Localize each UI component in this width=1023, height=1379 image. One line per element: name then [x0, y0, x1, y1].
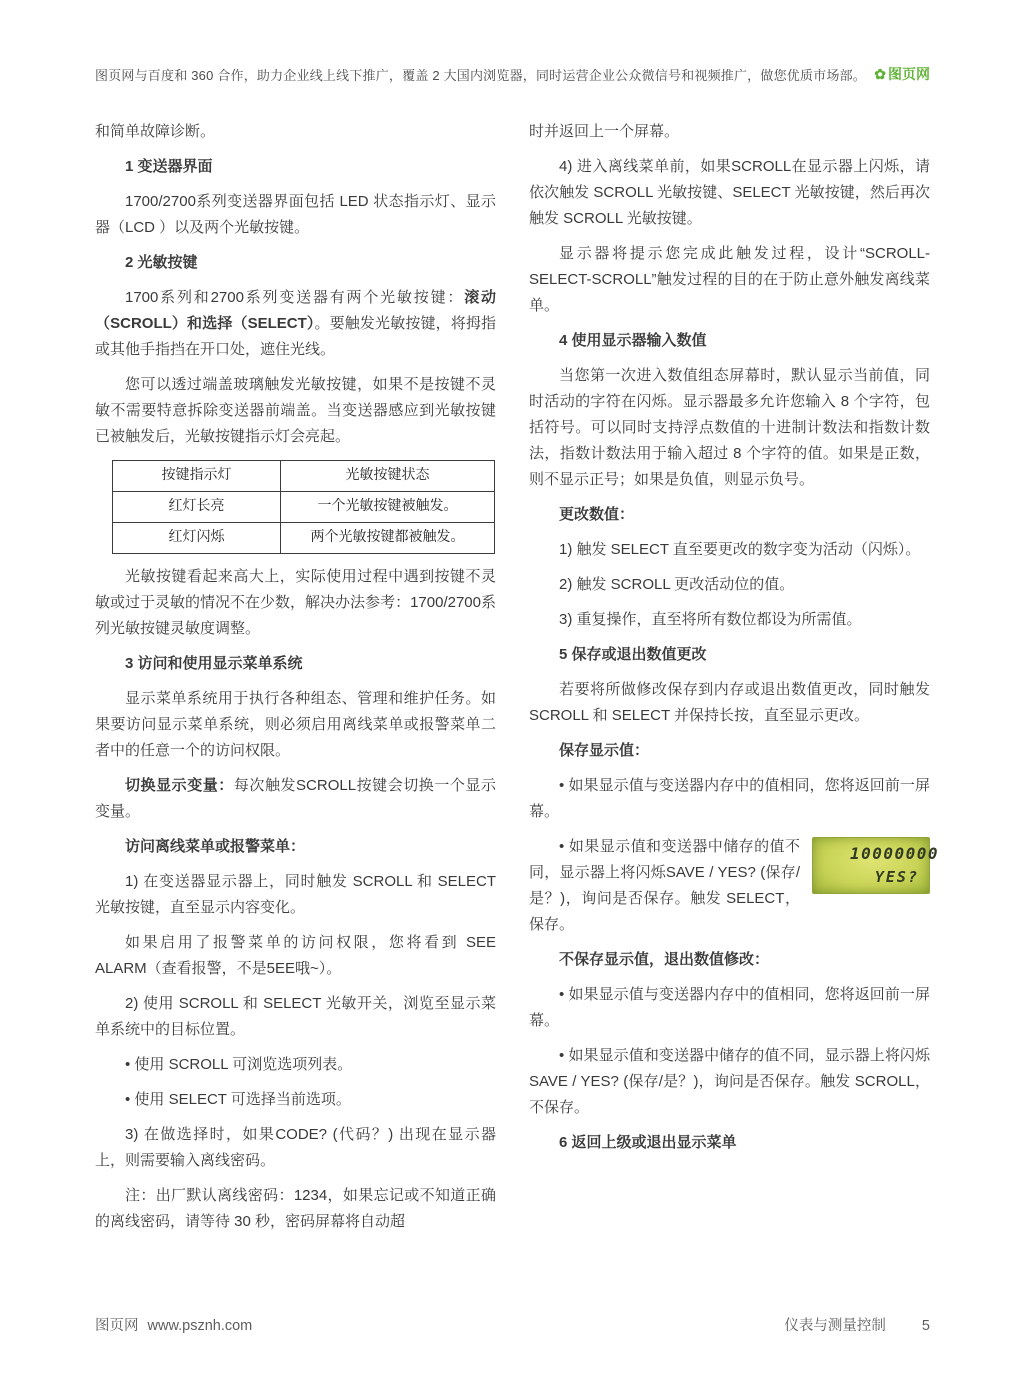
paragraph — [95, 119, 496, 145]
paragraph — [529, 607, 930, 633]
page-number: 5 — [921, 1318, 930, 1334]
bold-text: 6 返回上级或退出显示菜单 — [559, 1134, 737, 1151]
text-run: 4) 进入离线菜单前，如果SCROLL在显示器上闪烁，请依次触发 SCROLL 光敏按键、SELECT 光敏按键，然后再次触发 SCROLL 光敏按键。 — [529, 158, 930, 227]
banner-text: 图页网与百度和 360 合作，助力企业线上线下推广，覆盖 2 大国内浏览器，同时运营企业公众微信号和视频推广，做您优质市场部。 — [95, 67, 866, 83]
paragraph — [529, 572, 930, 598]
text-run: 1700/2700系列变送器界面包括 LED 状态指示灯、显示器（LCD ）以及两个光敏按键。 — [95, 193, 496, 236]
footer-journal-title: 仪表与测量控制 — [784, 1318, 886, 1334]
text-run: 注：出厂默认离线密码：1234，如果忘记或不知道正确的离线密码，请等待 30 秒，密码屏幕将自动超 — [95, 1187, 496, 1230]
text-run: • 如果显示值与变送器内存中的值相同，您将返回前一屏幕。 — [529, 986, 930, 1029]
paragraph — [529, 834, 940, 938]
paragraph — [529, 738, 930, 764]
paragraph — [95, 1183, 496, 1235]
paragraph — [95, 869, 496, 921]
table-cell: 一个光敏按键被触发。 — [281, 492, 495, 523]
bold-text: 切换显示变量： — [125, 777, 234, 794]
table-header-cell: 按键指示灯 — [113, 461, 281, 492]
two-column-content — [95, 110, 940, 1298]
section-heading — [95, 651, 496, 677]
text-run: 3) 在做选择时，如果CODE? (代码？) 出现在显示器上，则需要输入离线密码。 — [95, 1126, 496, 1169]
paragraph — [95, 1087, 496, 1113]
paragraph — [95, 834, 496, 860]
footer-brand: 图页网 — [95, 1318, 139, 1334]
top-banner — [95, 64, 930, 84]
text-run: 若要将所做修改保存到内存或退出数值更改，同时触发 SCROLL 和 SELECT 并保持长按，直至显示更改。 — [529, 681, 930, 724]
paragraph — [95, 1052, 496, 1078]
page-footer — [95, 1298, 930, 1379]
bold-text: 2 光敏按键 — [125, 254, 198, 271]
text-run: 1) 触发 SELECT 直至要更改的数字变为活动（闪烁）。 — [559, 541, 921, 558]
text-run: • 使用 SELECT 可选择当前选项。 — [125, 1091, 351, 1108]
text-run: 2) 触发 SCROLL 更改活动位的值。 — [559, 576, 795, 593]
lcd-value-text: 10000000 — [850, 844, 940, 863]
footer-left — [95, 1314, 252, 1335]
table-row — [113, 492, 495, 523]
paragraph — [95, 372, 496, 450]
paragraph — [529, 241, 930, 319]
paragraph — [95, 930, 496, 982]
text-run: • 如果显示值与变送器内存中的值相同，您将返回前一屏幕。 — [529, 777, 930, 820]
bold-text: 更改数值： — [559, 506, 635, 523]
table-cell: 红灯闪烁 — [113, 523, 281, 554]
paragraph — [529, 982, 930, 1034]
paragraph — [529, 537, 930, 563]
bold-text: 5 保存或退出数值更改 — [559, 646, 707, 663]
text-run: 显示菜单系统用于执行各种组态、管理和维护任务。如果要访问显示菜单系统，则必须启用离线菜单或报警菜单二者中的任意一个的访问权限。 — [95, 690, 496, 759]
flower-logo-icon: ✿ — [874, 65, 886, 82]
logo-text: 图页网 — [888, 66, 930, 82]
table-cell: 红灯长亮 — [113, 492, 281, 523]
section-heading — [95, 250, 496, 276]
text-run: 。要触发光敏按键，将拇指或其他手指挡在开口处，遮住光线。 — [95, 315, 496, 358]
text-run: 2) 使用 SCROLL 和 SELECT 光敏开关，浏览至显示菜单系统中的目标位置。 — [95, 995, 496, 1038]
paragraph — [95, 686, 496, 764]
text-run: 当您第一次进入数值组态屏幕时，默认显示当前值，同时活动的字符在闪烁。显示器最多允许您输入 8 个字符，包括符号。可以同时支持浮点数值的十进制计数法和指数计数法，指数计数法用于输入超过 8 个字符的值。如果是正数，则不显示正号；如果是负值，则显示负号。 — [529, 367, 930, 488]
paragraph — [529, 363, 930, 493]
paragraph — [95, 189, 496, 241]
paragraph — [95, 991, 496, 1043]
text-run: 1) 在变送器显示器上，同时触发 SCROLL 和 SELECT 光敏按键，直至显示内容变化。 — [95, 873, 496, 916]
table-cell: 两个光敏按键都被触发。 — [281, 523, 495, 554]
text-run: • 如果显示值和变送器中储存的值不同，显示器上将闪烁SAVE / YES? (保存/是？)，询问是否保存。触发 SELECT，保存。 — [529, 838, 800, 933]
lcd-yes-text: YES? — [874, 868, 919, 886]
paragraph — [529, 119, 930, 145]
table-row — [113, 523, 495, 554]
paragraph — [529, 502, 930, 528]
text-run: • 使用 SCROLL 可浏览选项列表。 — [125, 1056, 353, 1073]
bold-text: 3 访问和使用显示菜单系统 — [125, 655, 303, 672]
indicator-status-table — [112, 460, 495, 554]
paragraph — [529, 154, 930, 232]
text-run: 时并返回上一个屏幕。 — [529, 123, 680, 140]
bold-text: 不保存显示值，退出数值修改： — [559, 951, 770, 968]
text-run: • 如果显示值和变送器中储存的值不同，显示器上将闪烁SAVE / YES? (保存/是？)，询问是否保存。触发 SCROLL，不保存。 — [529, 1047, 930, 1116]
text-run: 每次触发SCROLL按键会切换一个显示变量。 — [95, 777, 496, 820]
text-run: 如果启用了报警菜单的访问权限，您将看到 SEE ALARM（查看报警，不是5EE哦~）。 — [95, 934, 496, 977]
section-heading — [95, 154, 496, 180]
table-header-row — [113, 461, 495, 492]
table-header-cell: 光敏按键状态 — [281, 461, 495, 492]
paragraph — [95, 285, 496, 363]
bold-text: 访问离线菜单或报警菜单： — [125, 838, 306, 855]
text-run: 1700系列和2700系列变送器有两个光敏按键： — [125, 289, 465, 306]
bold-text: 1 变送器界面 — [125, 158, 213, 175]
lcd-display — [812, 837, 940, 894]
footer-right — [784, 1314, 930, 1335]
footer-url: www.psznh.com — [147, 1318, 253, 1334]
text-run: 您可以透过端盖玻璃触发光敏按键，如果不是按键不灵敏不需要特意拆除变送器前端盖。当变送器感应到光敏按键已被触发后，光敏按键指示灯会亮起。 — [95, 376, 496, 445]
right-column — [529, 110, 940, 1298]
bold-text: 4 使用显示器输入数值 — [559, 332, 707, 349]
paragraph — [529, 1043, 930, 1121]
paragraph — [529, 677, 930, 729]
section-heading — [529, 642, 930, 668]
bold-text: 滚动（SCROLL）和选择（SELECT） — [95, 289, 496, 332]
text-run: 3) 重复操作，直至将所有数位都设为所需值。 — [559, 611, 862, 628]
site-logo — [874, 64, 930, 84]
text-run: 和简单故障诊断。 — [95, 123, 216, 140]
section-heading — [529, 328, 930, 354]
section-heading — [529, 1130, 930, 1156]
paragraph — [95, 564, 496, 642]
text-run: 光敏按键看起来高大上，实际使用过程中遇到按键不灵敏或过于灵敏的情况不在少数，解决办法参考：1700/2700系列光敏按键灵敏度调整。 — [95, 568, 496, 637]
left-column — [95, 110, 496, 1298]
paragraph — [95, 773, 496, 825]
paragraph — [529, 947, 930, 973]
paragraph — [95, 1122, 496, 1174]
text-run: 显示器将提示您完成此触发过程，设计“SCROLL-SELECT-SCROLL”触发过程的目的在于防止意外触发离线菜单。 — [529, 245, 930, 314]
bold-text: 保存显示值： — [559, 742, 650, 759]
paragraph — [529, 773, 930, 825]
